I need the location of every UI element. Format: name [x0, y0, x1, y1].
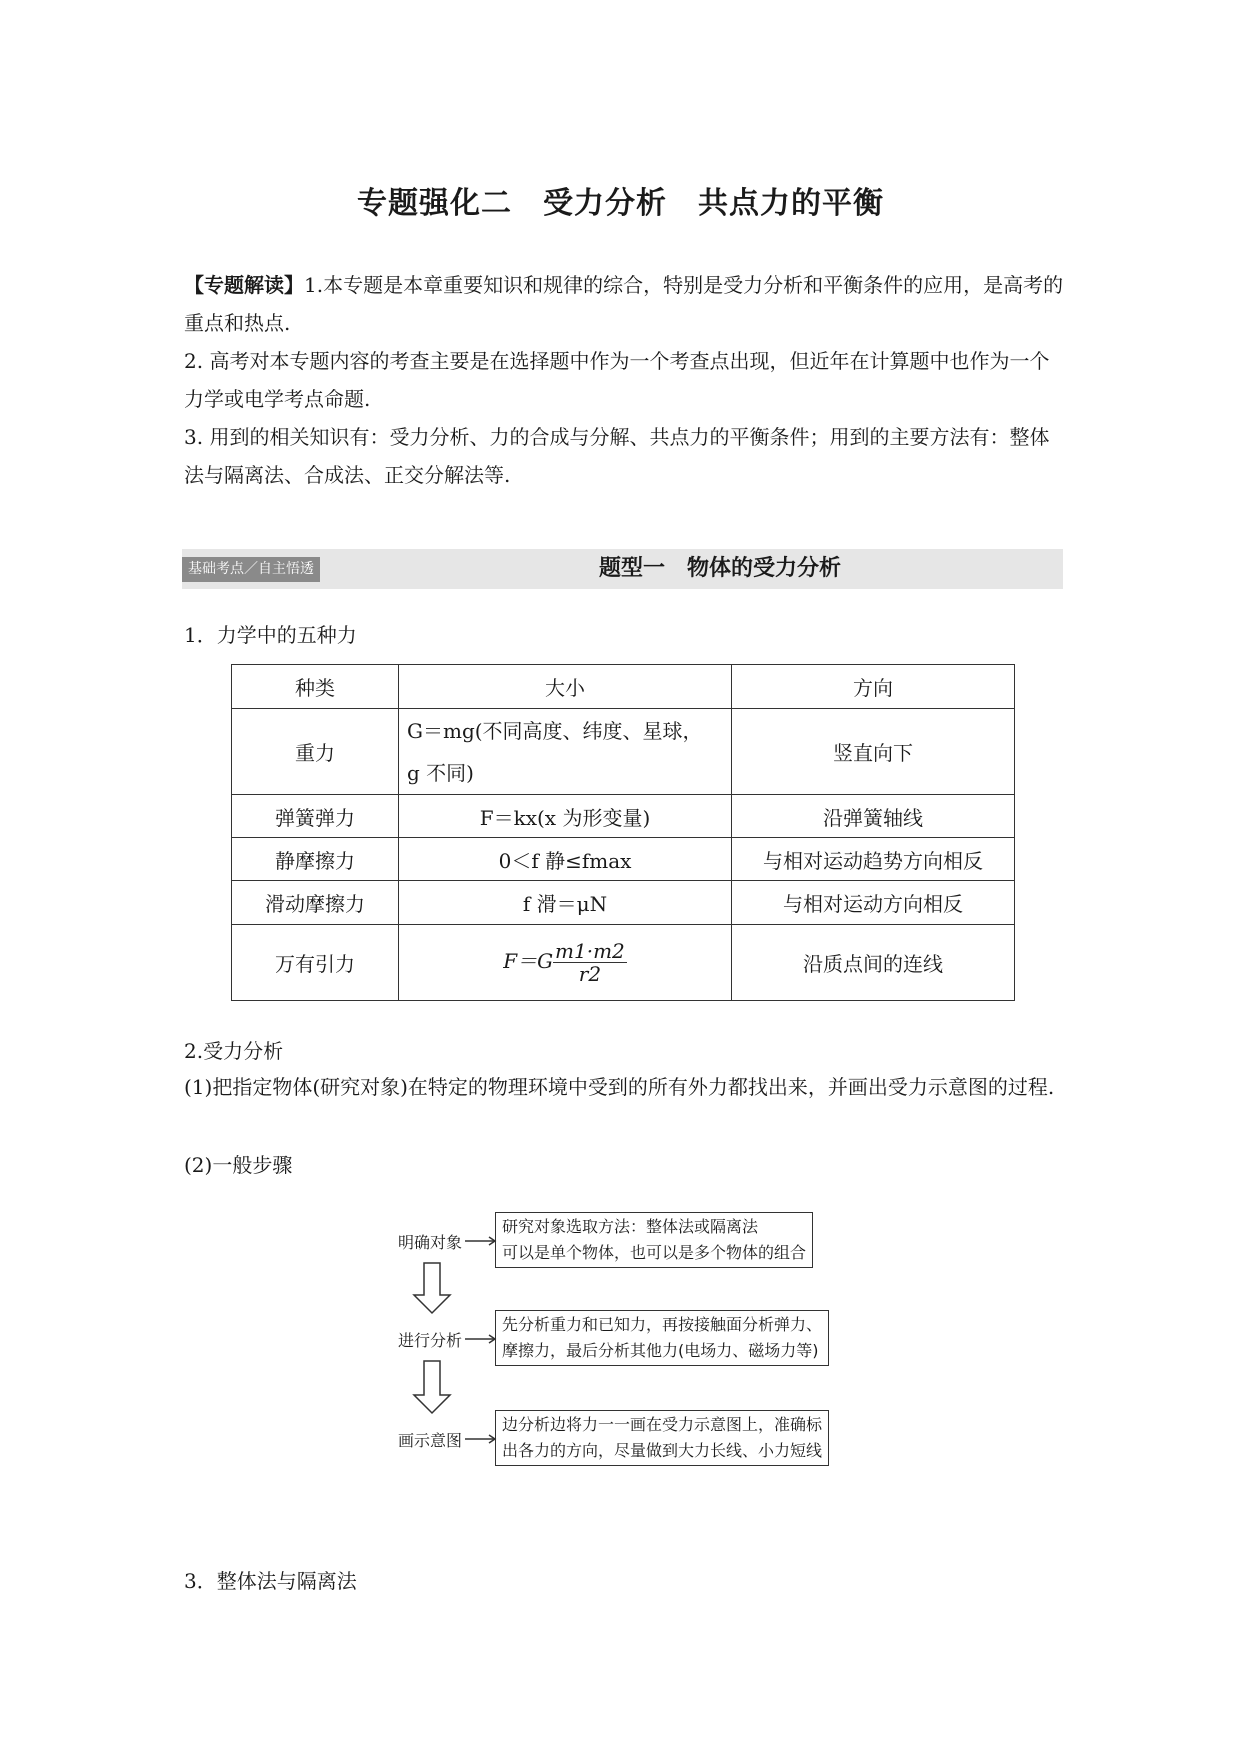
- table-row: [232, 881, 1015, 925]
- header-size: 大小: [399, 665, 732, 709]
- down-arrow-icon: [414, 1263, 450, 1313]
- row-kind: 弹簧弹力: [232, 795, 399, 838]
- intro-label: 【专题解读】: [184, 273, 304, 297]
- row-direction: 沿弹簧轴线: [732, 795, 1015, 838]
- row-size: F＝kx(x 为形变量): [399, 795, 732, 838]
- flow-label-2: 进行分析: [398, 1331, 463, 1350]
- flow-box-1-line2: 可以是单个物体，也可以是多个物体的组合: [502, 1243, 807, 1262]
- flow-box-2: [495, 1310, 829, 1366]
- flow-label-1: 明确对象: [398, 1233, 463, 1252]
- forces-table: [231, 664, 1015, 1001]
- section2-heading: 2.受力分析: [184, 1039, 284, 1063]
- table-header-row: [232, 665, 1015, 709]
- section2-paragraph-1: (1)把指定物体(研究对象)在特定的物理环境中受到的所有外力都找出来，并画出受力示意图的过程.: [184, 1075, 1055, 1099]
- section1-heading: 1．力学中的五种力: [184, 623, 357, 647]
- banner-tag: 基础考点／自主悟透: [182, 557, 320, 582]
- down-arrow-icon: [414, 1361, 450, 1413]
- table-row: [232, 709, 1015, 795]
- table-row: [232, 795, 1015, 838]
- row-size: f 滑＝μN: [399, 881, 732, 925]
- flow-box-1-line1: 研究对象选取方法：整体法或隔离法: [502, 1217, 759, 1236]
- intro-paragraph-2: 2. 高考对本专题内容的考查主要是在选择题中作为一个考查点出现，但近年在计算题中也作为一个力学或电学考点命题.: [184, 349, 1050, 411]
- header-direction: 方向: [732, 665, 1015, 709]
- fraction-numerator: m1·m2: [555, 939, 625, 963]
- flow-box-1: [495, 1212, 813, 1268]
- section3-heading: 3．整体法与隔离法: [184, 1569, 357, 1593]
- flow-box-3-line1: 边分析边将力一一画在受力示意图上，准确标: [502, 1415, 823, 1434]
- row-kind: 万有引力: [232, 925, 399, 1001]
- table-row: [232, 838, 1015, 881]
- flow-label-3: 画示意图: [398, 1431, 463, 1450]
- intro-paragraph-3: 3. 用到的相关知识有：受力分析、力的合成与分解、共点力的平衡条件；用到的主要方法有：整体法与隔离法、合成法、正交分解法等.: [184, 425, 1050, 487]
- row-kind: 重力: [232, 709, 399, 795]
- row-direction: 与相对运动方向相反: [732, 881, 1015, 925]
- row-direction: 沿质点间的连线: [732, 925, 1015, 1001]
- row-direction: 与相对运动趋势方向相反: [732, 838, 1015, 881]
- row-direction: 竖直向下: [732, 709, 1015, 795]
- row-size: [399, 709, 732, 795]
- row-kind: 滑动摩擦力: [232, 881, 399, 925]
- flow-box-3: [495, 1410, 829, 1466]
- row-size: [399, 925, 732, 1001]
- intro-text-1: 1.本专题是本章重要知识和规律的综合，特别是受力分析和平衡条件的应用，是高考的重点和热点.: [184, 273, 1064, 335]
- row-kind: 静摩擦力: [232, 838, 399, 881]
- intro-paragraph-1: [184, 266, 1064, 342]
- table-row: [232, 925, 1015, 1001]
- row-size-line1: G＝mg(不同高度、纬度、星球，: [407, 718, 703, 743]
- page-title: 专题强化二 受力分析 共点力的平衡: [357, 186, 884, 221]
- flow-box-2-line1: 先分析重力和已知力，再按接触面分析弹力、: [502, 1315, 823, 1334]
- row-size-line2: g 不同): [407, 760, 474, 785]
- row-size: 0＜f 静≤fmax: [399, 838, 732, 881]
- fraction-denominator: r2: [578, 962, 602, 986]
- gravitation-formula-left: F＝G: [503, 949, 554, 973]
- flow-box-2-line2: 摩擦力，最后分析其他力(电场力、磁场力等): [502, 1341, 819, 1360]
- gravitation-fraction: [553, 940, 627, 985]
- section2-paragraph-2: (2)一般步骤: [184, 1153, 293, 1177]
- banner-title: 题型一 物体的受力分析: [598, 556, 841, 581]
- header-kind: 种类: [232, 665, 399, 709]
- flow-box-3-line2: 出各力的方向，尽量做到大力长线、小力短线: [502, 1441, 823, 1460]
